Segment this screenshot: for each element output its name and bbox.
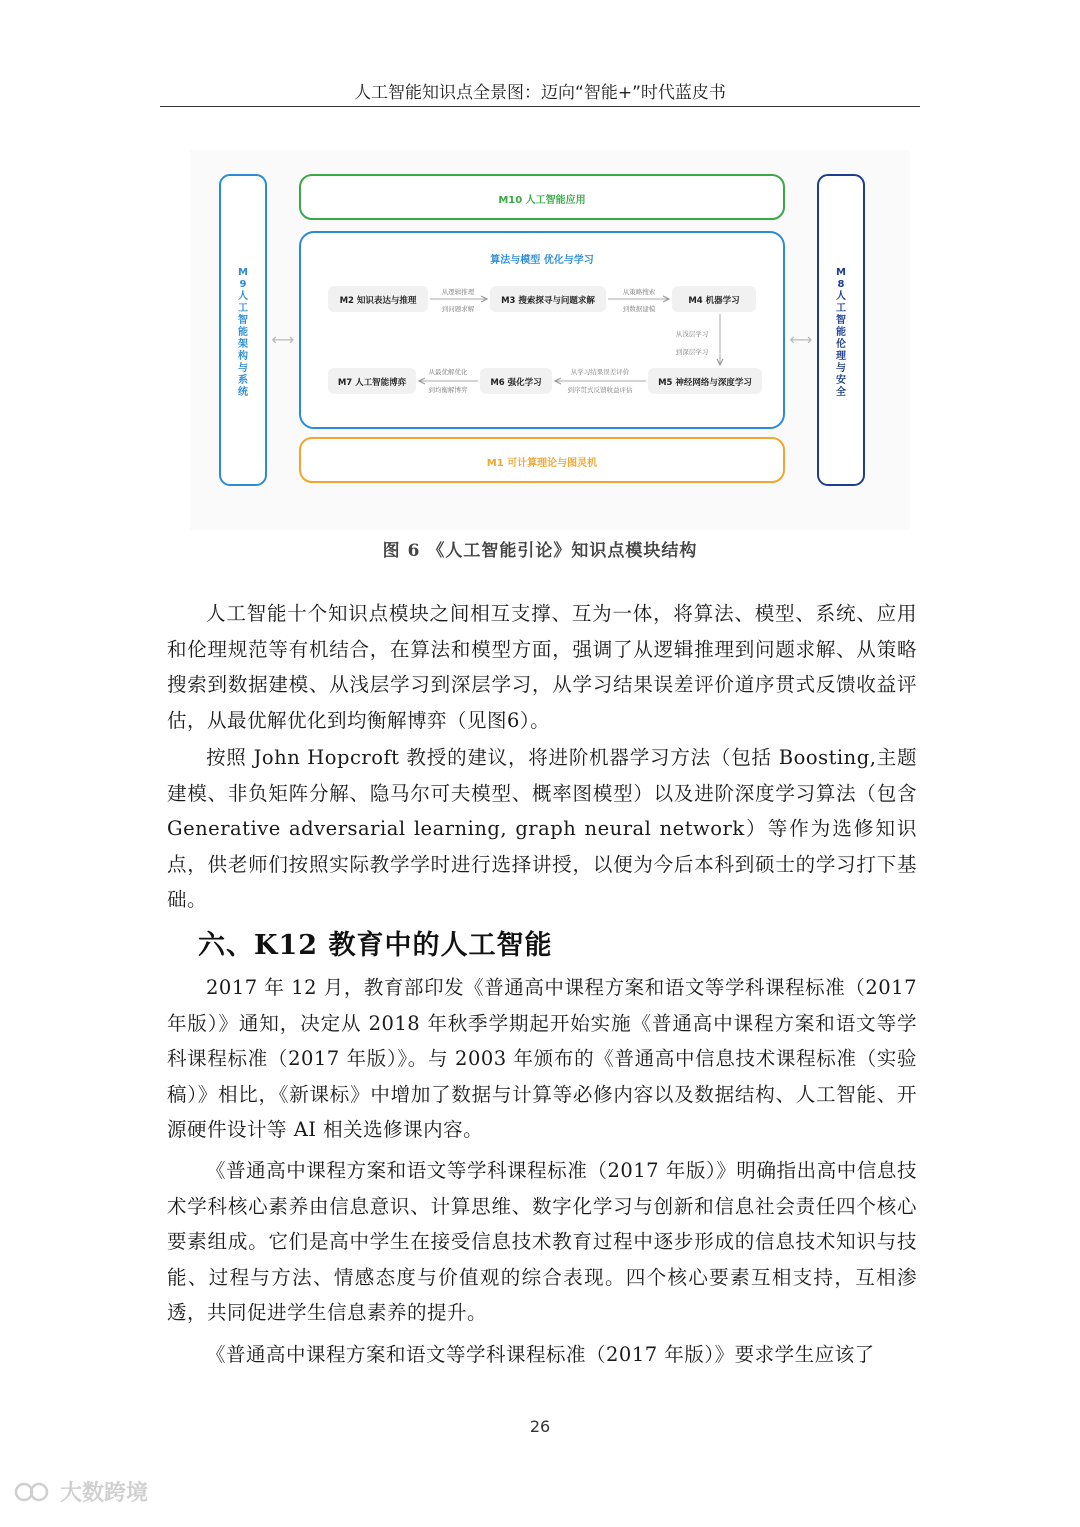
running-header: 人工智能知识点全景图：迈向“智能+”时代蓝皮书: [354, 83, 726, 103]
m5-label: M5 神经网络与深度学习: [658, 378, 752, 388]
edge-m2-m3-label-b: 到问题求解: [441, 305, 475, 313]
page-number: 26: [529, 1417, 551, 1436]
watermark-text: 大数跨境: [60, 1481, 149, 1506]
edge-m6-m7-label-a: 从最优解优化: [428, 368, 468, 376]
paragraph-4: 《普通高中课程方案和语文等学科课程标准（2017 年版）》明确指出高中信息技术学科核心素养由信息意识、计算思维、数字化学习与创新和信息社会责任四个核心要素组成。它们是高中学生在接受信息技术教育过程中逐步形成的信息技术知识与技能、过程与方法、情感态度与价值观的综合表现。四个核心要素互相支持，互相渗透，共同促进学生信息素养的提升。: [167, 1159, 917, 1324]
module-structure-figure: [190, 150, 910, 530]
edge-m3-m4-label-b: 到数据建模: [622, 305, 656, 313]
m1-label: M1 可计算理论与图灵机: [486, 458, 598, 469]
right-double-arrow-icon: ⟷: [789, 330, 813, 349]
paragraph-3: 2017 年 12 月，教育部印发《普通高中课程方案和语文等学科课程标准（2017 年版）》通知，决定从 2018 年秋季学期起开始实施《普通高中课程方案和语文等学科课程标准（2017 年版）》。与 2003 年颁布的《普通高中信息技术课程标准（实验稿）》相比，《新课标》中增加了数据与计算等必修内容以及数据结构、人工智能、开源硬件设计等 AI 相关选修课内容。: [167, 976, 917, 1141]
edge-m3-m4-label-a: 从策略搜索: [622, 288, 656, 296]
m8-label: M 8 人工智能伦理与安全: [836, 267, 846, 398]
paragraph-1: 人工智能十个知识点模块之间相互支撑、互为一体，将算法、模型、系统、应用和伦理规范等有机结合，在算法和模型方面，强调了从逻辑推理到问题求解、从策略搜索到数据建模、从浅层学习到深层学习，从学习结果误差评价道序贯式反馈收益评估，从最优解优化到均衡解博弈（见图6）。: [167, 602, 917, 732]
edge-m5-m6-label-b: 到序贯式反馈收益评估: [567, 386, 633, 394]
header-rule: [160, 106, 920, 107]
edge-m5-m6-label-a: 从学习结果误差评价: [570, 368, 630, 376]
m10-label: M10 人工智能应用: [498, 195, 586, 206]
m6-label: M6 强化学习: [490, 378, 542, 388]
watermark-logo-icon: [14, 1479, 54, 1505]
left-double-arrow-icon: ⟷: [271, 330, 295, 349]
edge-m2-m3-label-a: 从逻辑推理: [441, 288, 475, 296]
section-title: 六、K12 教育中的人工智能: [198, 930, 553, 961]
watermark: [14, 1476, 148, 1507]
module-diagram: [190, 150, 910, 530]
edge-m4-m5-label-b: 到深层学习: [675, 348, 709, 356]
algorithms-title: 算法与模型 优化与学习: [490, 255, 594, 266]
m4-label: M4 机器学习: [688, 296, 740, 306]
m3-label: M3 搜索探寻与问题求解: [501, 296, 595, 306]
m2-label: M2 知识表达与推理: [339, 296, 417, 306]
figure-caption: 图 6 《人工智能引论》知识点模块结构: [382, 541, 698, 561]
m7-label: M7 人工智能博弈: [337, 378, 407, 388]
m9-label: M 9 人工智能架构与系统: [238, 267, 248, 398]
edge-m4-m5-label-a: 从浅层学习: [675, 330, 709, 338]
edge-m6-m7-label-b: 到均衡解博弈: [428, 386, 468, 394]
paragraph-5: 《普通高中课程方案和语文等学科课程标准（2017 年版）》要求学生应该了: [206, 1343, 875, 1366]
paragraph-2: 按照 John Hopcroft 教授的建议，将进阶机器学习方法（包括 Boosting,主题建模、非负矩阵分解、隐马尔可夫模型、概率图模型）以及进阶深度学习算法（包含 Generative adversarial learning, graph neural network）等作为选修知识点，供老师们按照实际教学学时进行选择讲授，以便为今后本科到硕士的学习打下基础。: [167, 746, 917, 911]
